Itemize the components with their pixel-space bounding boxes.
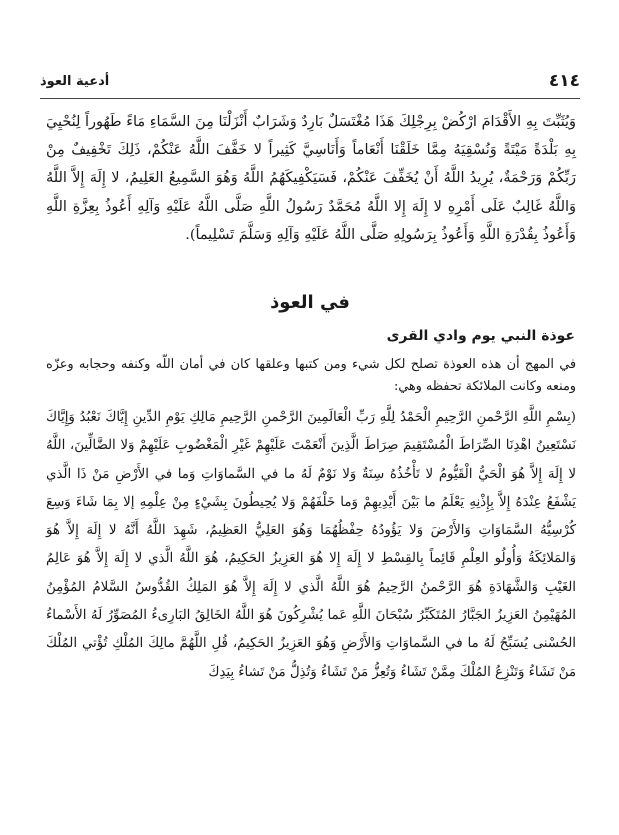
sub-title: عوذة النبي يوم وادي القرى [386,328,575,344]
section-title: في العوذ [270,292,350,313]
page-number: ٤١٤ [548,71,580,91]
running-title: أدعية العوذ [40,73,110,89]
page-header [40,66,580,96]
header-divider [40,98,580,99]
top-paragraph: وَيُثَبِّتَ بِهِ الأَقْدَامَ ارْكُضْ بِرِجْلِكَ هَذَا مُغْتَسَلٌ بَارِدٌ وَشَرَابٌ أَنْزَلْنَا مِنَ السَّمَاءِ مَاءً طَهُوراً لِنُحْيِيَ بِهِ بَلْدَةً مَيْتَةً وَنُسْقِيَهُ مِمَّا خَلَقْنَا أَنْعَاماً وَأَنَاسِيَّ كَثِيراً لا خَفَّفَ اللَّهُ عَنْكُمْ، ذَلِكَ تَخْفِيفٌ مِنْ رَبِّكُمْ وَرَحْمَةٌ، يُرِيدُ اللَّهُ أَنْ يُخَفِّفَ عَنْكُمْ، فَسَيَكْفِيكَهُمُ اللَّهُ وَهُوَ السَّمِيعُ العَلِيمُ، لا إِلَهَ إِلاَّ اللَّهُ وَاللَّهُ غَالِبٌ عَلَى أَمْرِهِ لا إِلَهَ إِلا اللَّهُ مُحَمَّدٌ رَسُولُ اللَّهِ صَلَّى اللَّهُ عَلَيْهِ وَآلِهِ أَعُوذُ بِعِزَّةِ اللَّهِ وَأَعُوذُ بِقُدْرَةِ اللَّهِ وَأَعُوذُ بِرَسُولِهِ صَلَّى اللَّهُ عَلَيْهِ وَآلِهِ وَسَلَّمَ تَسْلِيماً). [46,114,576,243]
intro-paragraph: في المهج أن هذه العوذة تصلح لكل شيء ومن كتبها وعلقها كان في أمان اللّه وكنفه وحجابه وعزّه ومنعه وكانت الملائكة تحفظه وهي: [46,357,576,394]
dua-paragraph: (بِسْمِ اللَّهِ الرَّحْمنِ الرَّحِيمِ الْحَمْدُ لِلَّهِ رَبِّ الْعَالَمِينَ الرَّحْمنِ الرَّحِيمِ مَالِكِ يَوْمِ الدِّينِ إِيَّاكَ نَعْبُدُ وَإِيَّاكَ نَسْتَعِينُ اهْدِنَا الصِّرَاطَ الْمُسْتَقِيمَ صِرَاطَ الَّذِينَ أَنْعَمْتَ عَلَيْهِمْ غَيْرِ الْمَغْضُوبِ عَلَيْهِمْ وَلا الضَّالِّينَ، اللَّهُ لا إِلَهَ إِلاَّ هُوَ الْحَيُّ الْقَيُّومُ لا تَأْخُذُهُ سِنَةٌ وَلا نَوْمٌ لَهُ ما في السَّماوَاتِ وَما في الأَرْضِ مَنْ ذَا الَّذي يَشْفَعُ عِنْدَهُ إِلاَّ بِإِذْنِهِ يَعْلَمُ ما بَيْنَ أَيْدِيهِمْ وَما خَلْفَهُمْ وَلا يُحِيطُونَ بِشَيْءٍ مِنْ عِلْمِهِ إلا بِمَا شَاءَ وَسِعَ كُرْسِيُّهُ السَّمَاوَاتِ وَالأَرْضَ وَلا يَؤُودُهُ حِفْظُهُمَا وَهُوَ العَلِيُّ العَظِيمُ، شَهِدَ اللَّهُ أَنَّهُ لا إِلَهَ إِلاَّ هُوَ وَالمَلائِكَةُ وَأُولُو العِلْمِ قَائِماً بِالقِسْطِ لا إِلَهَ إِلا هُوَ العَزِيزُ الحَكِيمُ، هُوَ اللَّهُ الَّذي لا إِلَهَ إِلاَّ هُوَ عَالِمُ الغَيْبِ وَالشَّهَادَةِ هُوَ الرَّحْمنُ الرَّحِيمُ هُوَ اللَّهُ الَّذي لا إِلَهَ إِلاَّ هُوَ المَلِكُ القُدُّوسُ السَّلامُ المُؤْمِنُ المُهَيْمِنُ العَزِيزُ الجَبَّارُ المُتَكَبِّرُ سُبْحَانَ اللَّهِ عَما يُشْرِكُونَ هُوَ اللَّهُ الخَالِقُ البَارِىءُ المُصَوِّرُ لَهُ الأَسْماءُ الحُسْنى يُسَبِّحُ لَهُ ما في السَّماوَاتِ وَالأَرْضِ وَهُوَ العَزِيزُ الحَكِيمُ، قُلِ اللَّهُمَّ مالِكَ المُلْكِ تُؤْتي المُلْكَ مَنْ تَشَاءُ وَتَنْزِعُ المُلْكَ مِمَّنْ تَشَاءُ وَتُعِزُّ مَنْ تَشَاءُ وَتُذِلُّ مَنْ تَشاءُ بِيَدِكَ [46,410,576,680]
